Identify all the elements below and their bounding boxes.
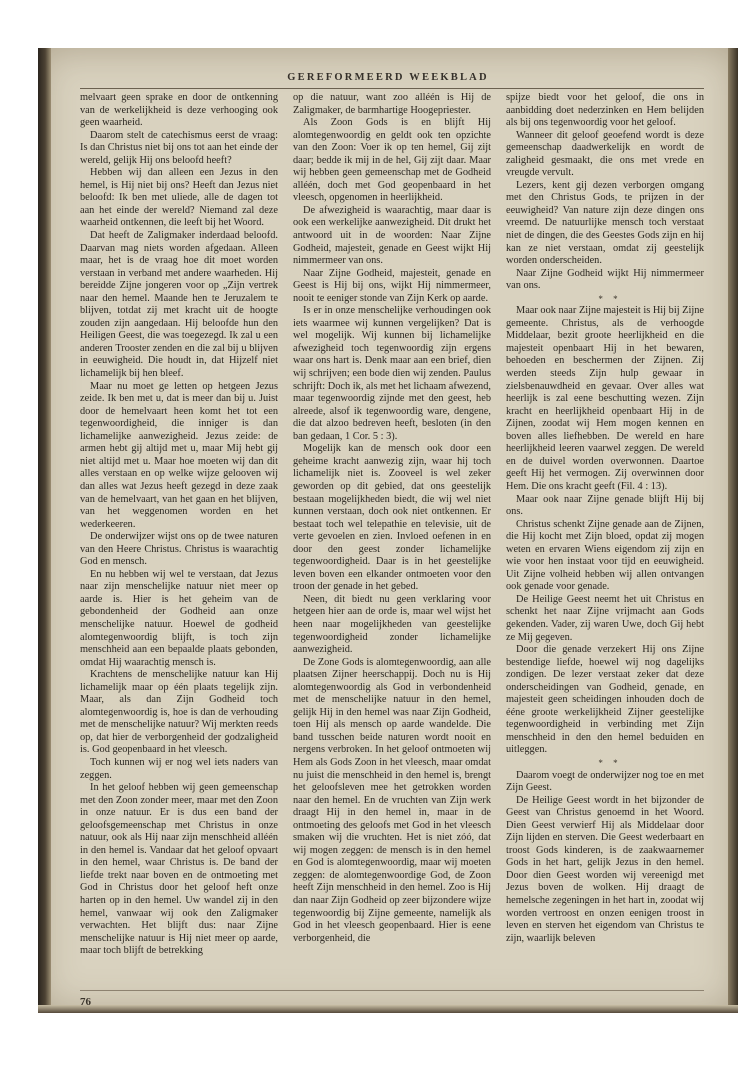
paragraph: Mogelijk kan de mensch ook door een geheime kracht aanwezig zijn, waar hij toch lichamelijk niet is. Zooveel is wel zeker geworden op dit gebied, dat ons geestelijk bestaan mogelijkheden biedt, die wij wel niet kunnen verstaan, doch ook niet ontkennen. Er bestaat toch wel telepathie en televisie, uit de verte gevoelen en zien. Invloed oefenen in en door den geest zonder lichamelijke tegenwoordigheid. Daar is in het geestelijke leven boven een elkander ontmoeten voor den troon der genade in het gebed.	[293, 443, 491, 593]
paragraph: De Zone Gods is alomtegenwoordig, aan alle plaatsen Zijner heerschappij. Doch nu is Hij alomtegenwoordig als God in verbondenheid met de menschelijke natuur in den hemel, gelijk Hij in den hemel was naar Zijn Godheid, toen Hij als mensch op aarde wandelde. Die band tusschen beide naturen wordt nooit en nergens verbroken. In het geloof ontmoeten wij Hem als Gods Zoon in het vleesch, maar omdat nu juist die menschheid in den hemel is, brengt het geloofsleven mee het getrokken worden naar den hemel. En de vruchten van Zijn werk draagt Hij in den hemel in, maar in de ontmoeting des geloofs met God in het vleesch smaken wij die vruchten. Het is niet zóó, dat wij mogen zeggen: de mensch is in den hemel en God is alomtegenwoordig, maar wij moeten zeggen: de alomtegenwoordige God, de Zoon heeft Zijn menschheid in den hemel. Zoo is Hij dan naar Zijn Godheid op zeer bijzondere wijze tegenwoordig bij Zijne gemeente, namelijk als God in het vleesch geopenbaard. Hier is eene verborgenheid, die	[293, 656, 491, 944]
footer-rule	[80, 990, 704, 991]
page-edge	[728, 48, 738, 1013]
paragraph: Naar Zijne Godheid, majesteit, genade en Geest is Hij bij ons, wijkt Hij nimmermeer, nooit te eeniger stonde van Zijn Kerk op aarde.	[293, 267, 491, 304]
section-divider: * *	[598, 293, 622, 304]
running-head: GEREFORMEERD WEEKBLAD	[287, 72, 489, 83]
paragraph: Christus schenkt Zijne genade aan de Zijnen, die Hij kocht met Zijn bloed, opdat zij mogen weten en ervaren Wiens eigendom zij zijn en wie voor hen instaat voor tijd en eeuwigheid. Uit Zijne volheid hebben wij allen ontvangen ook genade voor genade.	[506, 518, 704, 593]
paragraph: op die natuur, want zoo alléén is Hij de Zaligmaker, de barmhartige Hoogepriester.	[293, 92, 491, 116]
paragraph: In het geloof hebben wij geen gemeenschap met den Zoon zonder meer, maar met den Zoon in onze natuur. Er is dus een band der geloofsgemeenschap met Christus in onze natuur, ook als Hij naar zijn menschheid alléén in den hemel is. Vandaar dat het geloof opvaart in den hemel, waar Christus is. De band der liefde trekt naar boven en de ontmoeting met God in Christus door het geloof heft onze harten op in den hemel. Uw wandel zij in den hemel, vanwaar wij ook den Zaligmaker verwachten. Het blijft dus: naar Zijne menschelijke natuur is Hij niet meer op aarde, maar toch blijft de betrekking	[80, 782, 278, 957]
paragraph: Neen, dit biedt nu geen verklaring voor hetgeen hier aan de orde is, maar wel wijst het heen naar mogelijkheden van geestelijke tegenwoordigheid zonder lichamelijke aanwezigheid.	[293, 593, 491, 656]
text-column-1	[80, 92, 278, 985]
paragraph: Lezers, kent gij dezen verborgen omgang met den Christus Gods, te prijzen in der eeuwigheid? Van nature zijn deze dingen ons vreemd. De natuurlijke mensch toch verstaat niet de dingen, die des Geestes Gods zijn en hij kan ze niet verstaan, omdat zij geestelijk worden onderscheiden.	[506, 179, 704, 267]
paragraph: Hebben wij dan alleen een Jezus in den hemel, is Hij niet bij ons? Heeft dan Jezus niet beloofd: Ik ben met uliede, alle de dagen tot aan het einde der wereld? Niemand zal deze waarheid ontkennen, die leeft bij het Woord.	[80, 167, 278, 229]
paragraph: Toch kunnen wij er nog wel iets naders van zeggen.	[80, 756, 278, 781]
paragraph: En nu hebben wij wel te verstaan, dat Jezus naar zijn menschelijke natuur niet meer op aarde is. Hier is het geheim van de gebondenheid der Godheid aan onze menschelijke natuur. Hoewel de godheid alomtegenwoordig blijft, is toch zijn menschheid aan een bepaalde plaats gebonden, omdat Hij waarachtig mensch is.	[80, 568, 278, 668]
magazine-page	[38, 48, 738, 1013]
paragraph: Maar ook naar Zijne genade blijft Hij bij ons.	[506, 493, 704, 518]
paragraph: Daarom stelt de catechismus eerst de vraag: Is dan Christus niet bij ons tot aan het einde der wereld, gelijk Hij ons beloofd heeft?	[80, 129, 278, 166]
paragraph: Is er in onze menschelijke verhoudingen ook iets waarmee wij kunnen vergelijken? Dat is wel mogelijk. Wij kunnen bij lichamelijke afwezigheid toch tegenwoordig zijn ergens waar ons hart is. Denk maar aan een brief, dien wij schrijven; een bode dien wij zenden. Paulus schrijft: Doch ik, als met het lichaam afwezend, maar tegenwoordig zijnde met den geest, heb alreede, alsof ik tegenwoordig ware, dengene, die dat alzoo bedreven heeft, besloten (in den ban gedaan, 1 Cor. 5 : 3).	[293, 305, 491, 442]
paragraph: Maar ook naar Zijne majesteit is Hij bij Zijne gemeente. Christus, als de verhoogde Middelaar, bezit groote heerlijkheid en die majesteit openbaart Hij in het bewaren, behoeden en beschermen der Zijnen. Zij werden steeds Zijn hulp gewaar in zielsbenauwdheid en gevaar. Over alles wat heerlijk is zal eene beschutting wezen. Zijn kracht en heerlijkheid openbaart Hij in de Zijnen, zoodat wij Hem mogen kennen en boven alles liefhebben. De wereld en hare heerlijkheid leeren vaarwel zeggen. De wereld en de duivel worden overwonnen. Daartoe geeft Hij het vermogen. Zij overwinnen door Hem. Die ons kracht geeft (Fil. 4 : 13).	[506, 305, 704, 492]
paragraph: Krachtens de menschelijke natuur kan Hij lichamelijk maar op één plaats tegelijk zijn. Maar, als dan Zijn Godheid toch alomtegenwoordig is, hoe is dan de verhouding met de menschelijke natuur? Wij merkten reeds op, dat hier de verborgenheid der godzaligheid is. God geopenbaard in het vleesch.	[80, 669, 278, 756]
text-column-3	[506, 92, 704, 985]
paragraph: Door die genade verzekert Hij ons Zijne bestendige liefde, hoewel wij nog dagelijks zondigen. De lezer verstaat zeker dat deze onderscheidingen van Godheid, genade, en majesteit geen scheidingen inhouden doch de ééne groote werkelijkheid Zijner geestelijke tegenwoordigheid in verbinding met Zijn menschheid in den den hemel beduiden en uitleggen.	[506, 644, 704, 756]
paragraph: Maar nu moet ge letten op hetgeen Jezus zeide. Ik ben met u, dat is meer dan bij u. Juist door de hemelvaart heen komt het tot een tegenwoordigheid, die inniger is dan lichamelijke aanwezigheid. Jezus zeide: de armen hebt gij altijd met u, maar Mij hebt gij niet altijd met u. Maar hoe moeten wij dan dit alles verstaan en op welke wijze gelooven wij dan alles wat Jezus heeft gezegd in deze zaak van de hemelvaart, van het gaan en het blijven, van het weggenomen worden en het wederkeeren.	[80, 380, 278, 530]
paragraph: spijze biedt voor het geloof, die ons in aanbidding doet nederzinken en Hem belijden als bij ons tegenwoordig voor het geloof.	[506, 92, 704, 129]
paragraph: Als Zoon Gods is en blijft Hij alomtegenwoordig en geldt ook ten opzichte van den Zoon: Voer ik op ten hemel, Gij zijt daar; bedde ik mij in de hel, Gij zijt daar. Maar wij hebben geen gemeenschap met de Godheid alléén, doch met God geopenbaard in het vleesch, opgenomen in heerlijkheid.	[293, 117, 491, 204]
page-bottom-edge	[38, 1005, 738, 1013]
paragraph: Daarom voegt de onderwijzer nog toe en met Zijn Geest.	[506, 769, 704, 794]
header-rule	[80, 88, 704, 89]
page-number: 76	[80, 996, 91, 1008]
binding-edge	[38, 48, 51, 1013]
paragraph: Dat heeft de Zaligmaker inderdaad beloofd. Daarvan mag niets worden afgedaan. Alleen maar, het is de vraag hoe dit moet worden verstaan in verband met andere waarheden. Hij bereidde Zijne jongeren voor op „Zijn vertrek naar den hemel. Maande hen te Jeruzalem te blijven, totdat zij met kracht uit de hoogte zouden zijn aangedaan. Hij beloofde hun den Heiligen Geest, die was toegezegd. Ik zal u een anderen Trooster zenden en die zal bij u blijven in eeuwigheid. Die houdt in, dat Hijzelf niet lichamelijk bij hen bleef.	[80, 230, 278, 380]
paragraph: De Heilige Geest wordt in het bijzonder de Geest van Christus genoemd in het Woord. Dien Geest verwierf Hij als Middelaar door Zijn lijden en sterven. Die Geest wederbaart en troost Gods kinderen, is de zaakwaarnemer Gods in het hart, gelijk Jezus in den hemel. Door dien Geest worden wij vereenigd met Jezus boven de wolken. Hij draagt de hemelsche zegeningen in het hart in, zoodat wij worden vertroost en onzen eenigen troost in leven en sterven het eigendom van Christus te zijn, waarlijk beleven	[506, 794, 704, 944]
section-divider: * *	[598, 757, 622, 768]
text-column-2	[293, 92, 491, 985]
paragraph: De Heilige Geest neemt het uit Christus en schenkt het naar Zijne vrijmacht aan Gods gekenden. Vader, zij waren Uwe, doch Gij hebt ze Mij gegeven.	[506, 593, 704, 643]
paragraph: De onderwijzer wijst ons op de twee naturen van den Heere Christus. Christus is waarachtig God en mensch.	[80, 531, 278, 568]
paragraph: Naar Zijne Godheid wijkt Hij nimmermeer van ons.	[506, 267, 704, 292]
paragraph: Wanneer dit geloof geoefend wordt is deze gemeenschap daadwerkelijk en wordt de zaligheid gesmaakt, die ons met vrede en vreugde vervult.	[506, 129, 704, 179]
paragraph: melvaart geen sprake en door de ontkenning van de werkelijkheid is deze verhooging ook geen waarheid.	[80, 92, 278, 129]
paragraph: De afwezigheid is waarachtig, maar daar is ook een werkelijke aanwezigheid. Dit drukt het antwoord uit in de woorden: Naar Zijne Godheid, majesteit, genade en Geest wijkt Hij nimmermeer van ons.	[293, 204, 491, 267]
